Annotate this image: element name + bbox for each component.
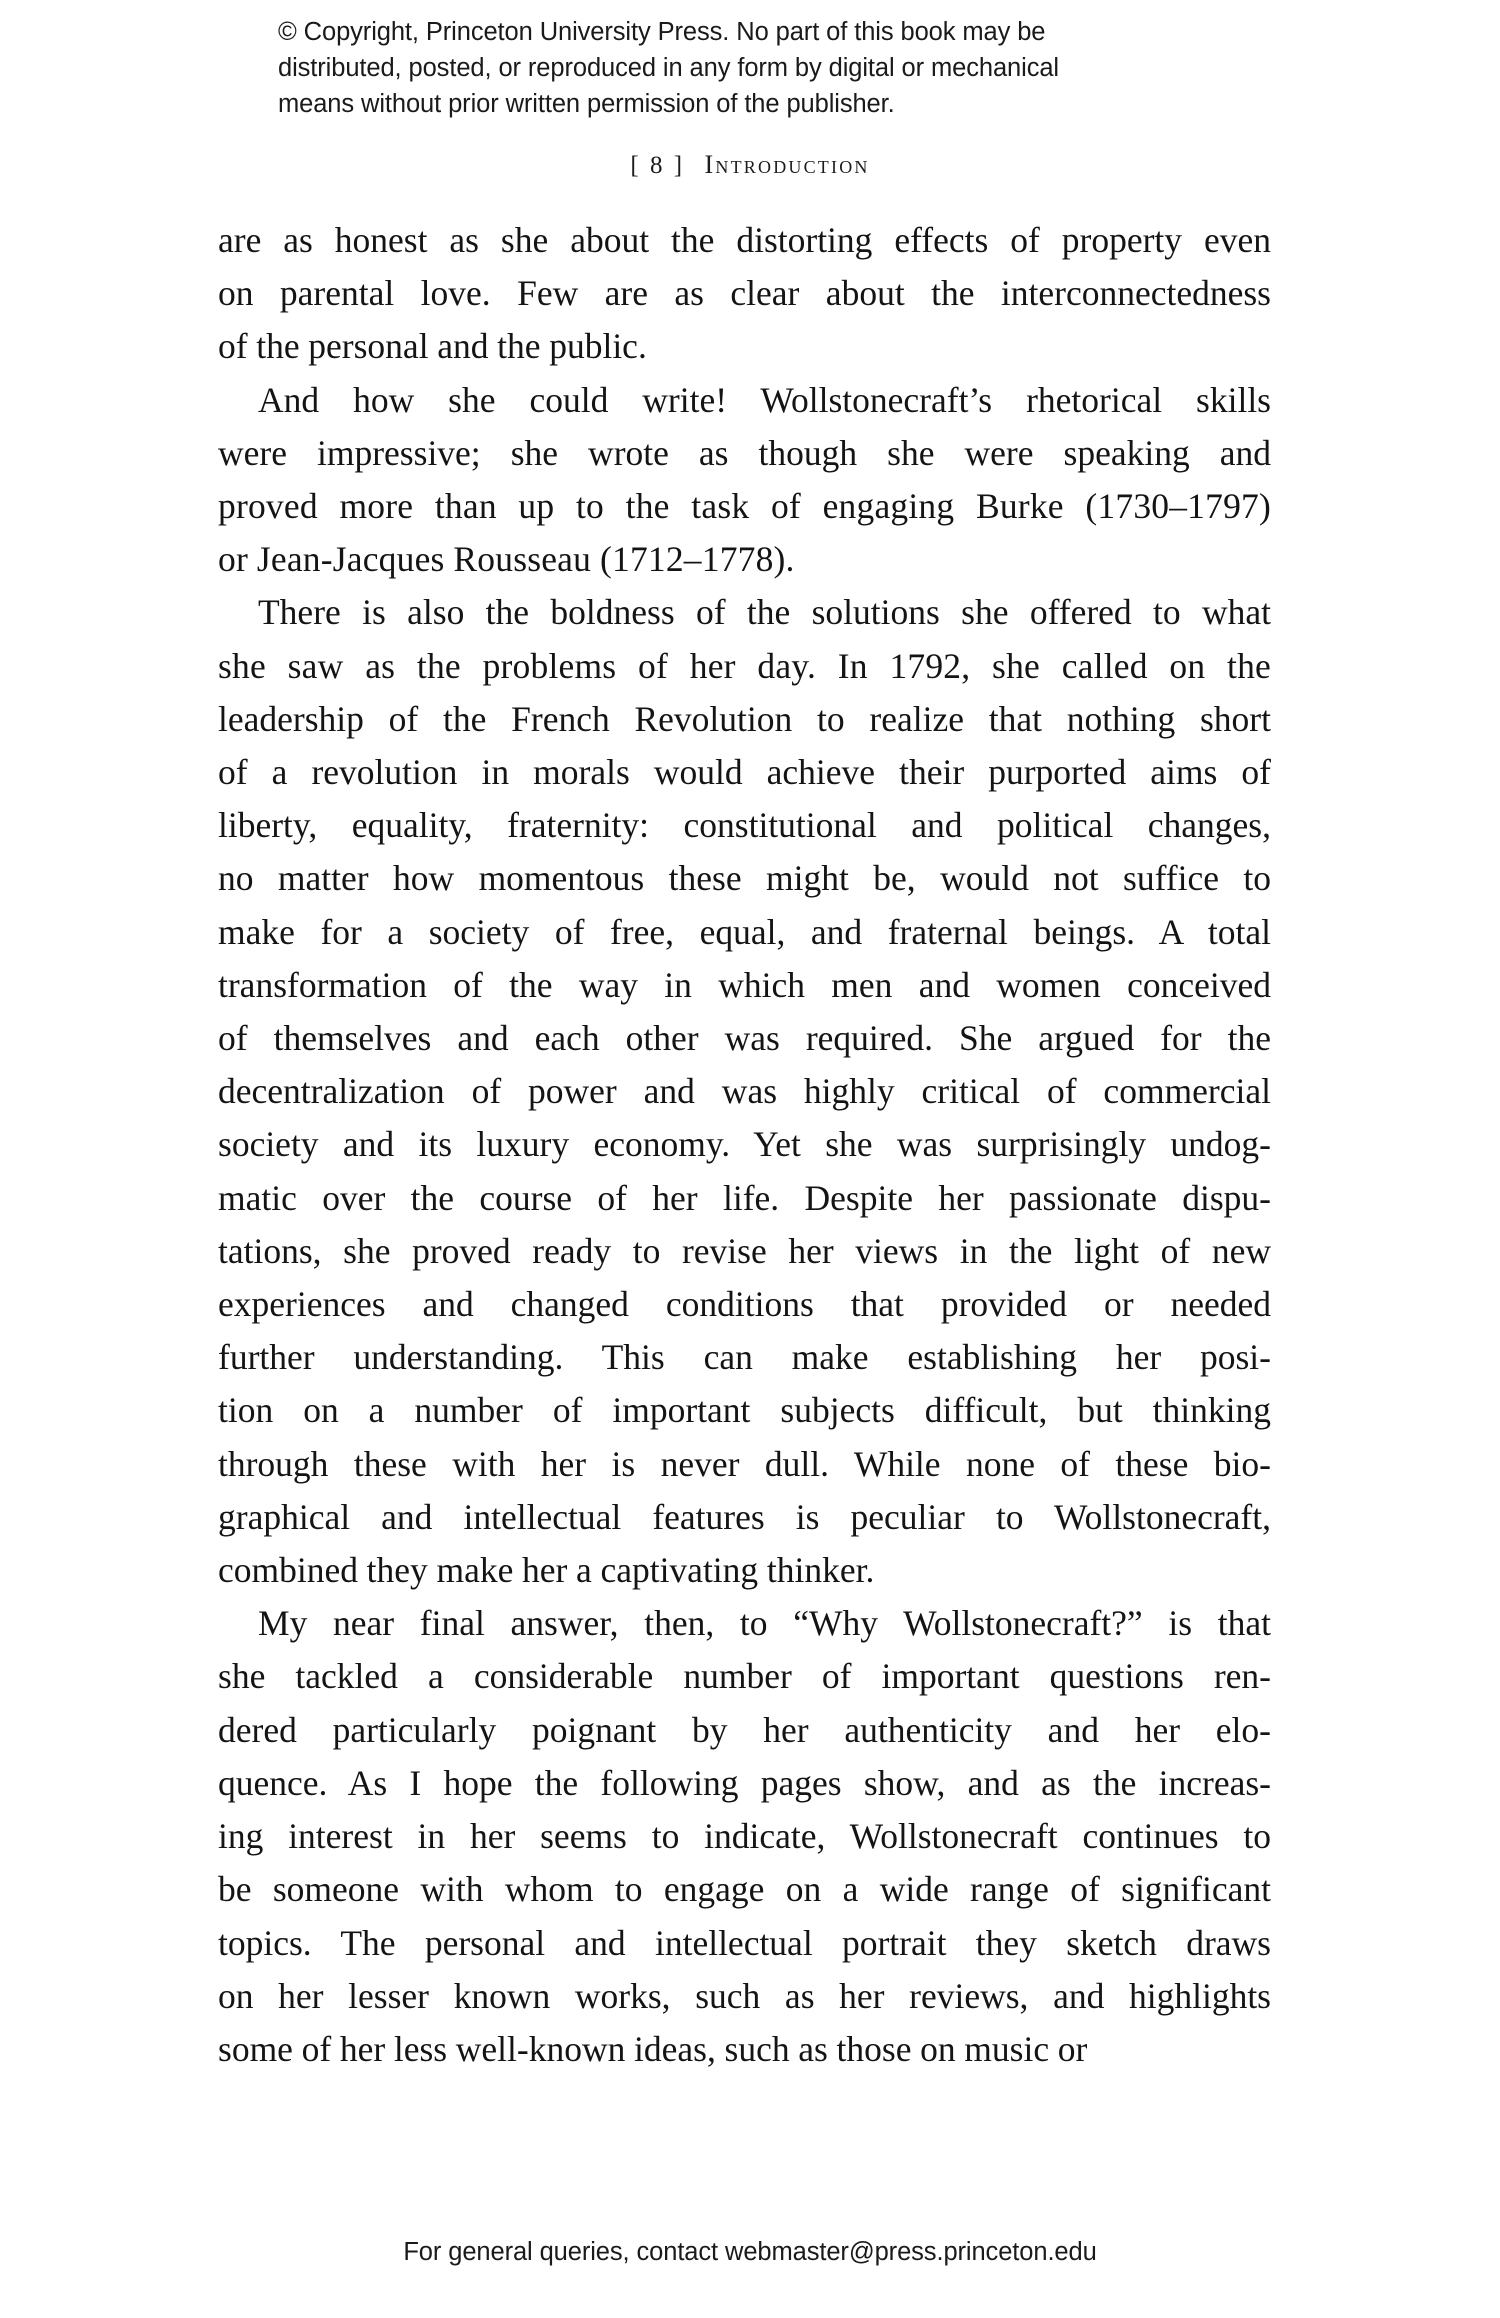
text-line: no matter how momentous these might be, would not suffice to xyxy=(218,858,1271,899)
text-line: quence. As I hope the following pages show, and as the increas- xyxy=(218,1762,1271,1803)
running-head xyxy=(0,150,1500,180)
text-line: proved more than up to the task of engaging Burke (1730–1797) xyxy=(218,486,1271,527)
text-line: be someone with whom to engage on a wide range of significant xyxy=(218,1869,1271,1910)
text-line: decentralization of power and was highly critical of commercial xyxy=(218,1071,1271,1112)
copyright-notice-line-1: © Copyright, Princeton University Press. No part of this book may be xyxy=(278,18,1046,46)
text-line: There is also the boldness of the solutions she offered to what xyxy=(258,592,1271,633)
copyright-notice xyxy=(278,14,1208,122)
text-line: And how she could write! Wollstonecraft’s rhetorical skills xyxy=(258,379,1271,420)
text-line: make for a society of free, equal, and fraternal beings. A total xyxy=(218,911,1271,952)
text-line: transformation of the way in which men and women conceived xyxy=(218,964,1271,1005)
text-line: topics. The personal and intellectual portrait they sketch draws xyxy=(218,1922,1271,1963)
page-folio-number: [ 8 ] xyxy=(630,152,685,179)
text-line: of a revolution in morals would achieve their purported aims of xyxy=(218,752,1271,793)
text-line: of themselves and each other was required. She argued for the xyxy=(218,1018,1271,1059)
text-line: society and its luxury economy. Yet she was surprisingly undog- xyxy=(218,1124,1271,1165)
text-line: or Jean-Jacques Rousseau (1712–1778). xyxy=(218,539,795,580)
copyright-notice-line-3: means without prior written permission of the publisher. xyxy=(278,90,895,118)
text-line: My near final answer, then, to “Why Wollstonecraft?” is that xyxy=(258,1603,1271,1644)
text-line: on parental love. Few are as clear about the interconnectedness xyxy=(218,273,1271,314)
paragraph-how-she-could-write xyxy=(218,374,1271,587)
text-line: were impressive; she wrote as though she were speaking and xyxy=(218,432,1271,473)
text-line: through these with her is never dull. While none of these bio- xyxy=(218,1443,1271,1484)
running-head-title: Introduction xyxy=(704,150,870,179)
text-line: dered particularly poignant by her authenticity and her elo- xyxy=(218,1709,1271,1750)
text-line: of the personal and the public. xyxy=(218,326,647,367)
paragraph-my-near-final-answer xyxy=(218,1597,1271,2076)
text-line: tion on a number of important subjects difficult, but thinking xyxy=(218,1390,1271,1431)
text-line: some of her less well-known ideas, such as those on music or xyxy=(218,2028,1088,2069)
text-line: matic over the course of her life. Despite her passionate dispu- xyxy=(218,1177,1271,1218)
text-line: she tackled a considerable number of important questions ren- xyxy=(218,1656,1271,1697)
text-line: experiences and changed conditions that provided or needed xyxy=(218,1284,1271,1325)
text-line: tations, she proved ready to revise her views in the light of new xyxy=(218,1230,1271,1271)
footer-queries-line: For general queries, contact webmaster@press.princeton.edu xyxy=(403,2238,1097,2266)
text-line: leadership of the French Revolution to realize that nothing short xyxy=(218,698,1271,739)
copyright-notice-line-2: distributed, posted, or reproduced in any form by digital or mechanical xyxy=(278,54,1059,82)
text-line: are as honest as she about the distorting effects of property even xyxy=(218,220,1271,260)
text-line: on her lesser known works, such as her reviews, and highlights xyxy=(218,1975,1271,2016)
text-line: further understanding. This can make establishing her posi- xyxy=(218,1337,1271,1378)
text-line: graphical and intellectual features is peculiar to Wollstonecraft, xyxy=(218,1496,1271,1537)
text-line: ing interest in her seems to indicate, Wollstonecraft continues to xyxy=(218,1816,1271,1857)
text-line: liberty, equality, fraternity: constitutional and political changes, xyxy=(218,805,1271,846)
paragraph-boldness-of-solutions xyxy=(218,586,1271,1597)
text-line: she saw as the problems of her day. In 1792, she called on the xyxy=(218,645,1271,686)
body-text-block xyxy=(218,214,1271,2076)
paragraph-continued xyxy=(218,214,1271,374)
text-line: combined they make her a captivating thinker. xyxy=(218,1550,875,1591)
